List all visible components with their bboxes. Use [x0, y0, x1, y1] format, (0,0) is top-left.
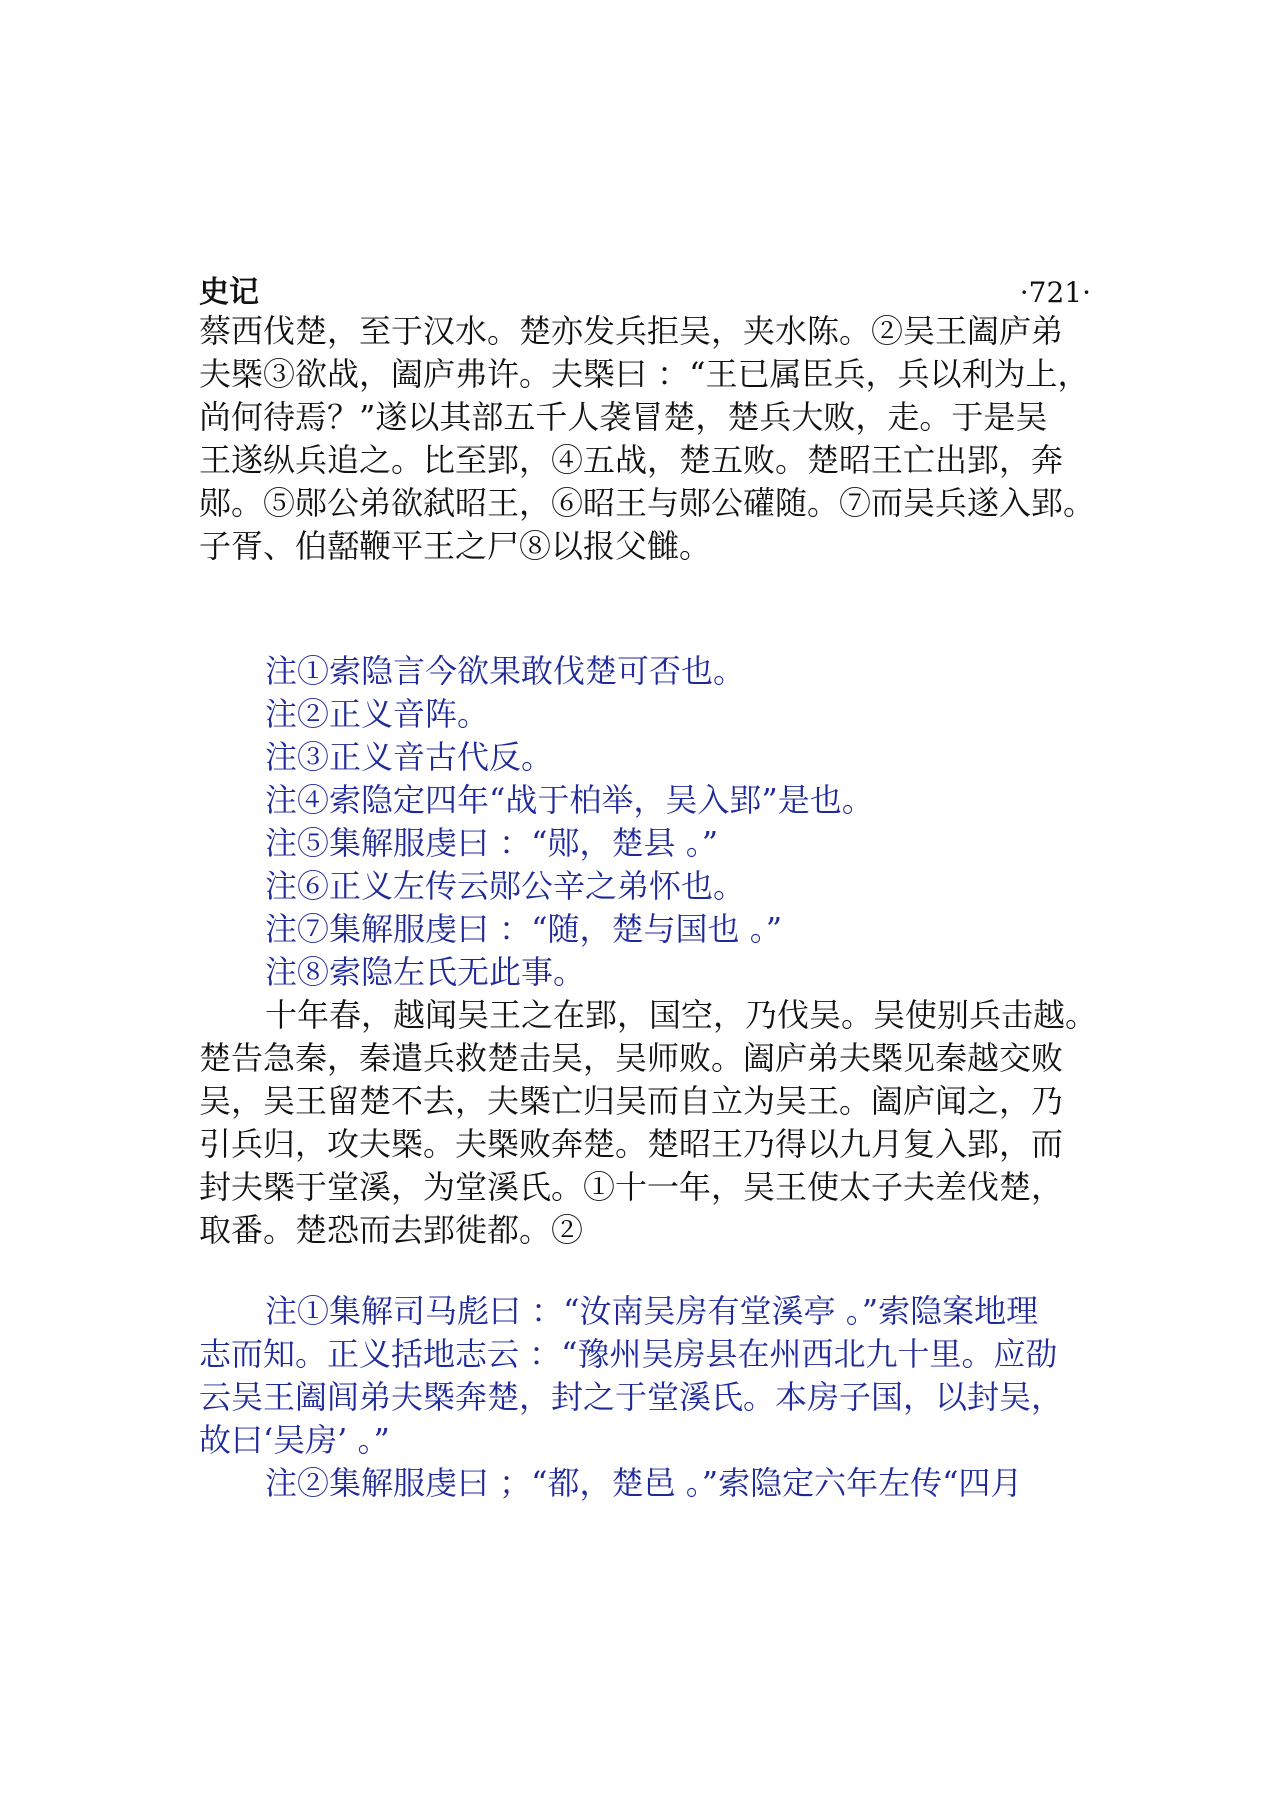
note-line: 故曰‘吴房’ 。” [199, 1421, 390, 1459]
note-line: 注①索隐言今欲果敢伐楚可否也。 [265, 652, 746, 690]
text-line: 王遂纵兵追之。比至郢，④五战，楚五败。楚昭王亡出郢，奔 [199, 441, 1064, 479]
document-page [199, 0, 1099, 1795]
text-line: 子胥、伯嚭鞭平王之尸⑧以报父雠。 [199, 527, 712, 565]
text-line: 尚何待焉？”遂以其部五千人袭冒楚，楚兵大败，走。于是吴 [199, 398, 1048, 436]
text-line: 郧。⑤郧公弟欲弑昭王，⑥昭王与郧公礶随。⑦而吴兵遂入郢。 [199, 484, 1096, 522]
note-line: 注③正义音古代反。 [265, 738, 554, 776]
text-line: 楚告急秦，秦遣兵救楚击吴，吴师败。阖庐弟夫槩见秦越交败 [199, 1039, 1064, 1077]
note-line: 注④索隐定四年“战于柏举，吴入郢”是也。 [265, 781, 874, 819]
text-line: 封夫槩于堂溪，为堂溪氏。①十一年，吴王使太子夫差伐楚， [199, 1168, 1064, 1206]
note-line: 注⑥正义左传云郧公辛之弟怀也。 [265, 867, 746, 905]
note-line: 云吴王阖闾弟夫槩奔楚，封之于堂溪氏。本房子国，以封吴， [199, 1378, 1064, 1416]
note-line: 注⑤集解服虔曰 ：“郧，楚县 。” [265, 824, 719, 862]
main-text-paragraph-2 [199, 994, 1099, 1252]
main-text-paragraph-1 [199, 310, 1099, 568]
annotation-notes-1 [199, 650, 1099, 994]
note-line: 注⑧索隐左氏无此事。 [265, 953, 586, 991]
text-line: 取番。楚恐而去郢徙都。② [199, 1211, 584, 1249]
text-line: 十年春，越闻吴王之在郢，国空，乃伐吴。吴使别兵击越。 [265, 996, 1098, 1034]
note-line: 注②集解服虔曰 ；“都，楚邑 。”索隐定六年左传“四月 [265, 1464, 1023, 1502]
text-line: 引兵归，攻夫槩。夫槩败奔楚。楚昭王乃得以九月复入郢，而 [199, 1125, 1064, 1163]
note-line: 注⑦集解服虔曰 ：“随，楚与国也 。” [265, 910, 783, 948]
page-number: ·721· [1019, 276, 1091, 309]
note-line: 志而知。正义括地志云 ：“豫州吴房县在州西北九十里。应劭 [199, 1335, 1058, 1373]
note-line: 注①集解司马彪曰 ：“汝南吴房有堂溪亭 。”索隐案地理 [265, 1292, 1039, 1330]
text-line: 蔡西伐楚，至于汉水。楚亦发兵拒吴，夹水陈。②吴王阖庐弟 [199, 312, 1064, 350]
text-line: 夫槩③欲战，阖庐弗许。夫槩曰 ：“王已属臣兵，兵以利为上， [199, 355, 1090, 393]
annotation-notes-2 [199, 1290, 1099, 1505]
book-title: 史记 [199, 275, 259, 310]
note-line: 注②正义音阵。 [265, 695, 490, 733]
text-line: 吴，吴王留楚不去，夫槩亡归吴而自立为吴王。阖庐闻之，乃 [199, 1082, 1064, 1120]
